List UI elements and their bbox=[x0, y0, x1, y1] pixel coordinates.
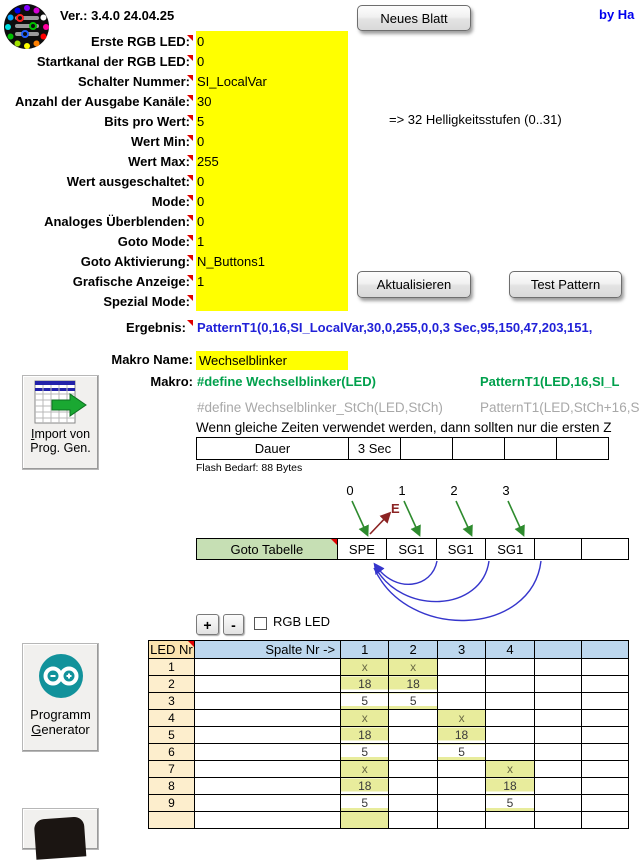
pattern-cell[interactable] bbox=[534, 744, 581, 761]
pattern-cell[interactable]: x bbox=[341, 710, 389, 727]
rgb-led-label: RGB LED bbox=[273, 614, 331, 629]
dauer-value-cell[interactable] bbox=[453, 438, 505, 460]
pattern-cell[interactable] bbox=[437, 693, 485, 710]
form-row bbox=[0, 111, 360, 131]
comment-marker bbox=[187, 35, 193, 41]
pattern-cell[interactable]: 18 bbox=[389, 676, 437, 693]
form-value-cell[interactable]: 0 bbox=[197, 133, 205, 149]
form-label: Grafische Anzeige: bbox=[0, 274, 193, 289]
pattern-cell[interactable] bbox=[437, 761, 485, 778]
pattern-cell[interactable]: 5 bbox=[486, 795, 534, 812]
led-desc-cell[interactable] bbox=[194, 812, 340, 829]
goto-col-number: 1 bbox=[398, 483, 406, 498]
column-header: 1 bbox=[341, 641, 389, 659]
led-desc-cell[interactable] bbox=[194, 693, 340, 710]
comment-marker bbox=[187, 55, 193, 61]
pattern-cell[interactable]: 18 bbox=[486, 778, 534, 795]
pattern-cell[interactable] bbox=[437, 659, 485, 676]
led-number-cell bbox=[149, 812, 195, 829]
form-label: Goto Aktivierung: bbox=[0, 254, 193, 269]
pattern-cell[interactable]: 18 bbox=[341, 778, 389, 795]
column-header bbox=[581, 641, 628, 659]
form-row bbox=[0, 91, 360, 111]
form-value-cell[interactable]: 0 bbox=[197, 213, 205, 229]
pattern-cell[interactable] bbox=[341, 812, 389, 829]
form-value-cell[interactable]: 0 bbox=[197, 33, 205, 49]
makro-define: #define Wechselblinker(LED) bbox=[197, 374, 376, 389]
form-label: Startkanal der RGB LED: bbox=[0, 54, 193, 69]
form-row bbox=[0, 231, 360, 251]
pattern-cell[interactable] bbox=[486, 659, 534, 676]
column-header: 4 bbox=[486, 641, 534, 659]
form-value-cell[interactable]: 0 bbox=[197, 193, 205, 209]
form-label: Erste RGB LED: bbox=[0, 34, 193, 49]
logo-dot bbox=[43, 24, 49, 30]
led-number-cell: 8 bbox=[149, 778, 195, 795]
comment-marker bbox=[187, 275, 193, 281]
pattern-cell[interactable] bbox=[534, 812, 581, 829]
pattern-cell[interactable] bbox=[486, 676, 534, 693]
pattern-cell[interactable]: 5 bbox=[437, 744, 485, 761]
makro-name-cell[interactable]: Wechselblinker bbox=[196, 351, 348, 370]
pattern-cell[interactable] bbox=[437, 795, 485, 812]
rgb-led-checkbox[interactable] bbox=[254, 617, 267, 630]
comment-marker bbox=[187, 115, 193, 121]
aktualisieren-button[interactable]: Aktualisieren bbox=[357, 271, 471, 298]
logo-slider-bar bbox=[15, 16, 39, 20]
pattern-cell[interactable] bbox=[389, 727, 437, 744]
led-desc-cell[interactable] bbox=[194, 761, 340, 778]
form-value-cell[interactable]: 30 bbox=[197, 93, 212, 109]
pattern-cell[interactable]: x bbox=[341, 761, 389, 778]
pattern-cell[interactable] bbox=[534, 727, 581, 744]
pattern-cell[interactable] bbox=[581, 693, 628, 710]
comment-marker bbox=[187, 320, 193, 326]
pattern-cell[interactable] bbox=[581, 710, 628, 727]
form-value-cell[interactable]: 255 bbox=[197, 153, 219, 169]
form-row bbox=[0, 131, 360, 151]
form-row bbox=[0, 251, 360, 271]
goto-cell[interactable] bbox=[582, 539, 629, 560]
logo-dot bbox=[6, 13, 14, 21]
logo-dot bbox=[5, 24, 11, 30]
led-number-cell: 2 bbox=[149, 676, 195, 693]
dauer-value-cell[interactable] bbox=[505, 438, 557, 460]
pattern-cell[interactable] bbox=[534, 710, 581, 727]
remove-column-button[interactable]: - bbox=[223, 614, 244, 635]
form-label: Bits pro Wert: bbox=[0, 114, 193, 129]
lednr-header: LED Nr bbox=[150, 642, 193, 657]
comment-marker bbox=[187, 155, 193, 161]
pattern-cell[interactable] bbox=[389, 778, 437, 795]
led-number-cell: 6 bbox=[149, 744, 195, 761]
pattern-cell[interactable] bbox=[534, 676, 581, 693]
byline: by Ha bbox=[599, 7, 635, 22]
pattern-cell[interactable] bbox=[437, 812, 485, 829]
goto-table bbox=[196, 538, 629, 560]
pattern-cell[interactable]: x bbox=[486, 761, 534, 778]
form-label: Mode: bbox=[0, 194, 193, 209]
pattern-cell[interactable] bbox=[389, 761, 437, 778]
logo-slider-bar bbox=[15, 24, 39, 28]
pattern-cell[interactable] bbox=[581, 727, 628, 744]
led-desc-cell[interactable] bbox=[194, 710, 340, 727]
pattern-cell[interactable] bbox=[486, 812, 534, 829]
logo-dot bbox=[24, 5, 30, 11]
pattern-cell[interactable]: 18 bbox=[341, 676, 389, 693]
goto-col-number: 3 bbox=[502, 483, 510, 498]
makro-label: Makro: bbox=[150, 374, 193, 389]
pattern-cell[interactable] bbox=[581, 795, 628, 812]
form-value-cell[interactable]: 1 bbox=[197, 233, 205, 249]
test-pattern-button[interactable]: Test Pattern bbox=[509, 271, 622, 298]
column-header bbox=[534, 641, 581, 659]
programm-generator-button[interactable] bbox=[22, 643, 99, 752]
form-value-cell[interactable]: 1 bbox=[197, 273, 205, 289]
comment-marker bbox=[187, 295, 193, 301]
makro-stch: #define Wechselblinker_StCh(LED,StCh) bbox=[197, 400, 443, 415]
form-value-cell[interactable]: 0 bbox=[197, 53, 205, 69]
form-label: Analoges Überblenden: bbox=[0, 214, 193, 229]
pattern-cell[interactable] bbox=[581, 778, 628, 795]
form-row bbox=[0, 71, 360, 91]
led-desc-cell[interactable] bbox=[194, 676, 340, 693]
pattern-cell[interactable]: 5 bbox=[341, 693, 389, 710]
comment-marker bbox=[187, 235, 193, 241]
pattern-cell[interactable] bbox=[437, 778, 485, 795]
form-label: Wert ausgeschaltet: bbox=[0, 174, 193, 189]
pattern-cell[interactable] bbox=[534, 761, 581, 778]
dauer-value-cell[interactable] bbox=[401, 438, 453, 460]
form-row bbox=[0, 51, 360, 71]
spalte-header: Spalte Nr -> bbox=[194, 641, 340, 659]
led-pattern-table bbox=[148, 640, 629, 829]
pattern-cell[interactable]: 5 bbox=[341, 744, 389, 761]
comment-marker bbox=[187, 175, 193, 181]
comment-marker bbox=[188, 641, 194, 647]
brightness-note: => 32 Helligkeitsstufen (0..31) bbox=[389, 112, 562, 127]
led-number-cell: 3 bbox=[149, 693, 195, 710]
pattern-cell[interactable] bbox=[486, 727, 534, 744]
add-column-button[interactable]: + bbox=[196, 614, 219, 635]
pattern-cell[interactable] bbox=[486, 693, 534, 710]
form-label: Goto Mode: bbox=[0, 234, 193, 249]
goto-cell[interactable] bbox=[535, 539, 582, 560]
makro-stch-pattern: PatternT1(LED,StCh+16,S bbox=[480, 400, 639, 415]
comment-marker bbox=[187, 95, 193, 101]
arduino-icon bbox=[38, 653, 84, 699]
led-desc-cell[interactable] bbox=[194, 795, 340, 812]
form-row bbox=[0, 291, 360, 311]
led-desc-cell[interactable] bbox=[194, 778, 340, 795]
import-label-1: Import von bbox=[30, 427, 91, 441]
form-label: Wert Min: bbox=[0, 134, 193, 149]
logo-dot bbox=[13, 6, 21, 14]
makro-define-pattern: PatternT1(LED,16,SI_L bbox=[480, 374, 620, 389]
form-value-cell[interactable]: 0 bbox=[197, 173, 205, 189]
dauer-table bbox=[196, 437, 609, 460]
pattern-cell[interactable]: 5 bbox=[389, 693, 437, 710]
form-label: Anzahl der Ausgabe Kanäle: bbox=[0, 94, 193, 109]
pattern-cell[interactable] bbox=[486, 710, 534, 727]
led-desc-cell[interactable] bbox=[194, 727, 340, 744]
import-button[interactable] bbox=[22, 375, 99, 470]
pattern-cell[interactable] bbox=[437, 676, 485, 693]
form-value-cell[interactable]: 5 bbox=[197, 113, 205, 129]
version-label: Ver.: 3.4.0 24.04.25 bbox=[60, 8, 175, 23]
goto-header-cell: Goto Tabelle bbox=[197, 539, 338, 560]
prog-label-1: Programm bbox=[30, 707, 91, 722]
pattern-cell[interactable] bbox=[581, 812, 628, 829]
pattern-cell[interactable] bbox=[389, 710, 437, 727]
entry-point-label: E bbox=[391, 501, 400, 516]
pattern-cell[interactable]: 5 bbox=[341, 795, 389, 812]
dauer-label-cell: Dauer bbox=[197, 438, 349, 460]
form-row bbox=[0, 211, 360, 231]
comment-marker bbox=[187, 135, 193, 141]
form-row bbox=[0, 171, 360, 191]
pattern-cell[interactable]: x bbox=[437, 710, 485, 727]
goto-cell[interactable]: SG1 bbox=[436, 539, 485, 560]
pattern-cell[interactable] bbox=[581, 676, 628, 693]
pattern-cell[interactable] bbox=[581, 761, 628, 778]
flash-note: Flash Bedarf: 88 Bytes bbox=[196, 462, 303, 474]
form-row bbox=[0, 151, 360, 171]
pattern-cell[interactable]: 18 bbox=[437, 727, 485, 744]
goto-col-number: 0 bbox=[346, 483, 354, 498]
goto-cell[interactable]: SG1 bbox=[485, 539, 534, 560]
form-row bbox=[0, 271, 360, 291]
goto-cell[interactable]: SPE bbox=[337, 539, 386, 560]
pattern-cell[interactable]: x bbox=[341, 659, 389, 676]
logo-dot bbox=[32, 6, 40, 14]
dauer-value-cell[interactable]: 3 Sec bbox=[349, 438, 401, 460]
pattern-cell[interactable] bbox=[581, 659, 628, 676]
ergebnis-label: Ergebnis: bbox=[0, 320, 193, 335]
comment-marker bbox=[331, 539, 337, 545]
led-number-cell: 1 bbox=[149, 659, 195, 676]
timing-hint: Wenn gleiche Zeiten verwendet werden, dann sollten nur die ersten Z bbox=[196, 420, 612, 435]
pattern-cell[interactable]: 18 bbox=[341, 727, 389, 744]
led-number-cell: 7 bbox=[149, 761, 195, 778]
form-value-cell[interactable]: N_Buttons1 bbox=[197, 253, 265, 269]
goto-col-number: 2 bbox=[450, 483, 458, 498]
parameter-form bbox=[0, 31, 360, 311]
pattern-cell[interactable] bbox=[534, 795, 581, 812]
pattern-cell[interactable] bbox=[534, 693, 581, 710]
comment-marker bbox=[187, 75, 193, 81]
makro-name-label: Makro Name: bbox=[111, 352, 193, 367]
form-label: Wert Max: bbox=[0, 154, 193, 169]
form-row bbox=[0, 191, 360, 211]
form-label: Schalter Nummer: bbox=[0, 74, 193, 89]
dauer-value-cell[interactable] bbox=[557, 438, 609, 460]
prog-label-2: Generator bbox=[31, 722, 90, 737]
column-header: 3 bbox=[437, 641, 485, 659]
led-desc-cell[interactable] bbox=[194, 659, 340, 676]
pattern-cell[interactable] bbox=[389, 795, 437, 812]
import-label-2: Prog. Gen. bbox=[30, 441, 91, 455]
led-number-cell: 4 bbox=[149, 710, 195, 727]
ergebnis-value: PatternT1(0,16,SI_LocalVar,30,0,255,0,0,3 Sec,95,150,47,203,151, bbox=[197, 320, 593, 335]
pattern-cell[interactable] bbox=[486, 744, 534, 761]
pattern-cell[interactable] bbox=[534, 659, 581, 676]
pattern-cell[interactable] bbox=[581, 744, 628, 761]
comment-marker bbox=[187, 255, 193, 261]
form-value-cell[interactable]: SI_LocalVar bbox=[197, 73, 267, 89]
neues-blatt-button[interactable]: Neues Blatt bbox=[357, 5, 471, 31]
column-header: 2 bbox=[389, 641, 437, 659]
comment-marker bbox=[187, 195, 193, 201]
led-number-cell: 9 bbox=[149, 795, 195, 812]
pattern-cell[interactable]: x bbox=[389, 659, 437, 676]
sound-module-button[interactable] bbox=[22, 808, 99, 850]
form-row bbox=[0, 31, 360, 51]
form-label: Spezial Mode: bbox=[0, 294, 193, 309]
import-icon bbox=[34, 380, 88, 424]
pattern-cell[interactable] bbox=[534, 778, 581, 795]
sound-module-image bbox=[34, 816, 87, 859]
goto-cell[interactable]: SG1 bbox=[387, 539, 436, 560]
pattern-cell[interactable] bbox=[389, 744, 437, 761]
logo-dot bbox=[39, 13, 47, 21]
comment-marker bbox=[187, 215, 193, 221]
led-number-cell: 5 bbox=[149, 727, 195, 744]
pattern-cell[interactable] bbox=[389, 812, 437, 829]
led-desc-cell[interactable] bbox=[194, 744, 340, 761]
